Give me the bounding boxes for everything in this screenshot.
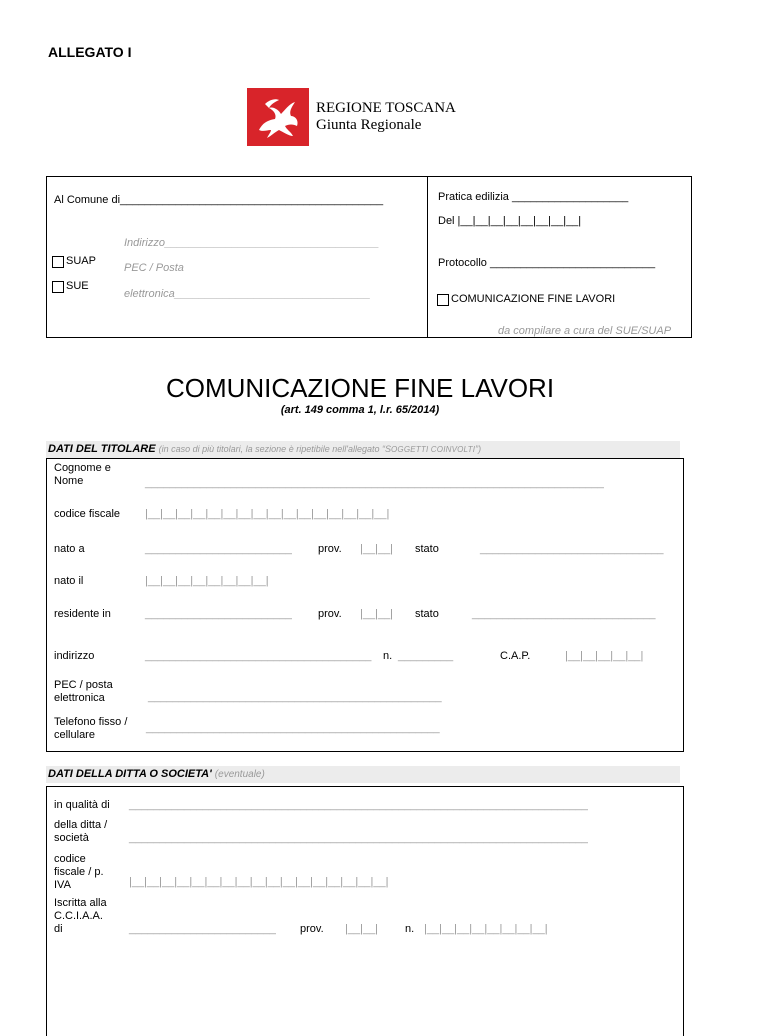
- cfiva-label-2: fiscale / p.: [54, 866, 104, 878]
- nato-stato-field[interactable]: ______________________________: [480, 543, 664, 555]
- cciaa-label-3: di: [54, 923, 63, 935]
- titolare-heading: DATI DEL TITOLARE: [48, 443, 156, 455]
- civico-label: n.: [383, 650, 393, 662]
- titolare-note-prefix: (in caso di più titolari, la sezione è ripetibile nell'allegato “S: [158, 444, 391, 454]
- pratica-field[interactable]: Pratica edilizia ___________________: [438, 191, 629, 203]
- ditta-heading-row: [48, 768, 265, 780]
- ditta-field[interactable]: ___________________________________________________________________________: [129, 832, 588, 844]
- qualita-field[interactable]: ___________________________________________________________________________: [129, 799, 588, 811]
- sue-checkbox[interactable]: [52, 281, 64, 293]
- res-prov-field[interactable]: |__|__|: [360, 608, 394, 620]
- titolare-box: [46, 458, 684, 752]
- top-box-divider: [427, 176, 428, 338]
- cciaa-label-1: Iscritta alla: [54, 897, 107, 909]
- ditta-label-2: società: [54, 832, 89, 844]
- qualita-label: in qualità di: [54, 799, 110, 811]
- nato-a-label: nato a: [54, 543, 85, 555]
- nato-prov-label: prov.: [318, 543, 342, 555]
- cciaa-prov-label: prov.: [300, 923, 324, 935]
- pec-titolare-label-2: elettronica: [54, 692, 105, 704]
- suap-checkbox[interactable]: [52, 256, 64, 268]
- compilare-note: da compilare a cura del SUE/SUAP: [498, 325, 672, 337]
- cciaa-field[interactable]: ________________________: [129, 923, 276, 935]
- protocollo-field[interactable]: Protocollo ___________________________: [438, 257, 656, 269]
- cap-label: C.A.P.: [500, 650, 531, 662]
- ditta-heading: DATI DELLA DITTA O SOCIETA': [48, 768, 212, 780]
- ditta-box: [46, 786, 684, 1036]
- cfl-checkbox[interactable]: [437, 294, 449, 306]
- cfiva-field[interactable]: |__|__|__|__|__|__|__|__|__|__|__|__|__|__|__|__|__|: [129, 876, 389, 888]
- cap-field[interactable]: |__|__|__|__|__|: [565, 650, 644, 662]
- cfiva-label-1: codice: [54, 853, 86, 865]
- del-field[interactable]: Del |__|__|__|__|__|__|__|__|: [438, 215, 582, 227]
- residente-label: residente in: [54, 608, 111, 620]
- cf-label: codice fiscale: [54, 508, 121, 520]
- ditta-note: (eventuale): [214, 769, 265, 780]
- res-stato-field[interactable]: ______________________________: [472, 608, 656, 620]
- pec-titolare-label-1: PEC / posta: [54, 679, 113, 691]
- cf-field[interactable]: |__|__|__|__|__|__|__|__|__|__|__|__|__|__|__|__|: [145, 508, 390, 520]
- cciaa-n-field[interactable]: |__|__|__|__|__|__|__|__|: [424, 923, 548, 935]
- nato-stato-label: stato: [415, 543, 439, 555]
- cciaa-label-2: C.C.I.A.A.: [54, 910, 103, 922]
- civico-field[interactable]: _________: [398, 650, 454, 662]
- cognome-label-2: Nome: [54, 475, 84, 487]
- nato-il-field[interactable]: |__|__|__|__|__|__|__|__|: [145, 575, 269, 587]
- page-subtitle: (art. 149 comma 1, l.r. 65/2014): [280, 404, 440, 416]
- comune-field[interactable]: Al Comune di___________________________________________: [54, 194, 384, 206]
- indirizzo-field[interactable]: Indirizzo___________________________________: [124, 237, 380, 249]
- ditta-label-1: della ditta /: [54, 819, 108, 831]
- logo-line-regione: REGIONE TOSCANA: [316, 100, 456, 116]
- indirizzo-titolare-field[interactable]: _____________________________________: [145, 650, 372, 662]
- allegato-label: ALLEGATO I: [48, 44, 132, 60]
- residente-field[interactable]: ________________________: [145, 608, 292, 620]
- res-stato-label: stato: [415, 608, 439, 620]
- nato-prov-field[interactable]: |__|__|: [360, 543, 394, 555]
- tel-label-1: Telefono fisso /: [54, 716, 128, 728]
- cfiva-label-3: IVA: [54, 879, 71, 891]
- nato-il-label: nato il: [54, 575, 84, 587]
- pec-label: PEC / Posta: [124, 262, 184, 274]
- titolare-heading-row: [48, 443, 481, 455]
- regione-toscana-logo: [247, 88, 309, 146]
- sue-label: SUE: [66, 280, 89, 292]
- pec-field[interactable]: elettronica________________________________: [124, 288, 371, 300]
- pec-titolare-field[interactable]: ________________________________________________: [148, 691, 442, 703]
- cciaa-prov-field[interactable]: |__|__|: [345, 923, 379, 935]
- page-title: COMUNICAZIONE FINE LAVORI: [165, 373, 555, 403]
- titolare-note-suffix: ”): [475, 444, 482, 454]
- titolare-note-sc: OGGETTI COINVOLTI: [390, 445, 476, 454]
- tel-label-2: cellulare: [54, 729, 95, 741]
- indirizzo-label: indirizzo: [54, 650, 95, 662]
- logo-line-giunta: Giunta Regionale: [316, 117, 422, 133]
- cognome-field[interactable]: ___________________________________________________________________________: [145, 477, 604, 489]
- tel-field[interactable]: ________________________________________________: [146, 722, 440, 734]
- pegasus-icon: [247, 88, 309, 146]
- res-prov-label: prov.: [318, 608, 342, 620]
- suap-label: SUAP: [66, 255, 96, 267]
- cognome-label-1: Cognome e: [54, 462, 111, 474]
- cfl-checkbox-label: COMUNICAZIONE FINE LAVORI: [451, 293, 616, 305]
- cciaa-n-label: n.: [405, 923, 415, 935]
- nato-a-field[interactable]: ________________________: [145, 543, 292, 555]
